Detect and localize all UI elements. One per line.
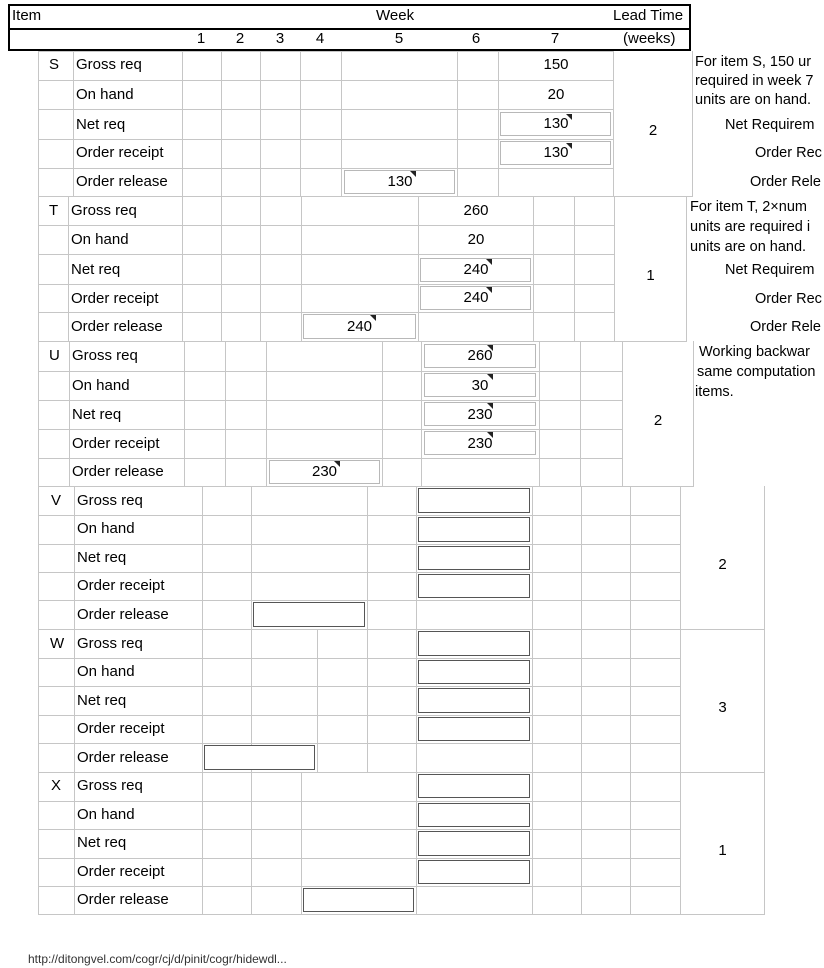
s-order-release-value: 130 <box>387 173 413 190</box>
v-gross-req-input[interactable] <box>418 488 530 513</box>
item-name-w: W <box>50 635 65 652</box>
row-label-on-hand: On hand <box>77 806 135 823</box>
row-label-gross-req: Gross req <box>71 202 137 219</box>
note-line: Order Rele <box>750 319 821 335</box>
s-lead-time: 2 <box>648 122 658 139</box>
row-label-order-receipt: Order receipt <box>77 577 165 594</box>
week-number: 5 <box>394 30 404 47</box>
u-gross-req-value: 260 <box>467 347 493 364</box>
u-net-req-value: 230 <box>467 406 493 423</box>
row-label-on-hand: On hand <box>72 377 130 394</box>
item-name-v: V <box>51 492 62 509</box>
note-line: required in week 7 <box>695 73 814 89</box>
row-label-order-receipt: Order receipt <box>77 863 165 880</box>
note-line: Order Rec <box>755 291 822 307</box>
row-label-net-req: Net req <box>77 692 127 709</box>
header-lead-time: Lead Time <box>613 7 684 24</box>
row-label-gross-req: Gross req <box>72 347 138 364</box>
u-on-hand-value: 30 <box>471 377 489 394</box>
row-label-on-hand: On hand <box>77 520 135 537</box>
row-label-net-req: Net req <box>72 406 122 423</box>
row-label-on-hand: On hand <box>76 86 134 103</box>
week-number: 1 <box>196 30 206 47</box>
t-on-hand-value: 20 <box>467 231 485 248</box>
item-name-u: U <box>49 347 60 364</box>
x-gross-req-input[interactable] <box>418 774 530 798</box>
week-number: 3 <box>275 30 285 47</box>
v-on-hand-input[interactable] <box>418 517 530 542</box>
row-label-gross-req: Gross req <box>77 777 143 794</box>
x-on-hand-input[interactable] <box>418 803 530 827</box>
u-order-receipt-value: 230 <box>467 435 493 452</box>
s-net-req-value: 130 <box>543 115 569 132</box>
footer-url: http://ditongvel.com/cogr/cj/d/pinit/cogr/hidewdl... <box>28 952 287 966</box>
week-number: 4 <box>315 30 325 47</box>
row-label-order-receipt: Order receipt <box>72 435 160 452</box>
note-line: Net Requirem <box>725 262 815 278</box>
v-lead-time: 2 <box>718 556 727 573</box>
s-gross-req-value: 150 <box>543 56 569 73</box>
u-order-release-value: 230 <box>311 463 338 480</box>
s-on-hand-value: 20 <box>547 86 565 103</box>
note-line: Net Requirem <box>725 117 815 133</box>
t-order-release-value: 240 <box>346 318 373 335</box>
item-name-x: X <box>51 777 62 794</box>
item-name-t: T <box>49 202 59 219</box>
x-order-receipt-input[interactable] <box>418 860 530 884</box>
v-order-release-input[interactable] <box>253 602 365 627</box>
header-week: Week <box>376 7 415 24</box>
row-label-net-req: Net req <box>77 834 127 851</box>
note-line: For item S, 150 ur <box>695 54 812 70</box>
s-order-receipt-value: 130 <box>543 144 569 161</box>
week-number: 7 <box>550 30 560 47</box>
row-label-order-release: Order release <box>77 606 169 623</box>
w-order-receipt-input[interactable] <box>418 717 530 741</box>
note-line: Order Rec <box>755 145 822 161</box>
row-label-order-receipt: Order receipt <box>77 720 165 737</box>
x-order-release-input[interactable] <box>303 888 414 912</box>
row-label-order-release: Order release <box>77 749 169 766</box>
header-weeks-unit: (weeks) <box>623 30 676 47</box>
row-label-net-req: Net req <box>77 549 127 566</box>
note-line: items. <box>695 384 734 400</box>
w-net-req-input[interactable] <box>418 688 530 713</box>
week-number: 2 <box>235 30 245 47</box>
row-label-order-receipt: Order receipt <box>76 144 164 161</box>
w-order-release-input[interactable] <box>204 745 315 770</box>
row-label-order-receipt: Order receipt <box>71 290 159 307</box>
note-line: same computation <box>697 364 816 380</box>
week-number: 6 <box>471 30 481 47</box>
v-net-req-input[interactable] <box>418 546 530 570</box>
t-gross-req-value: 260 <box>463 202 489 219</box>
t-order-receipt-value: 240 <box>463 289 489 306</box>
header-item: Item <box>12 7 42 24</box>
note-line: units are on hand. <box>695 92 812 108</box>
t-net-req-value: 240 <box>463 261 489 278</box>
note-line: For item T, 2×num <box>690 199 807 215</box>
row-label-on-hand: On hand <box>71 231 129 248</box>
t-lead-time: 1 <box>646 267 655 284</box>
x-lead-time: 1 <box>718 842 727 859</box>
note-line: units are on hand. <box>690 239 807 255</box>
row-label-net-req: Net req <box>76 116 126 133</box>
row-label-gross-req: Gross req <box>76 56 142 73</box>
row-label-gross-req: Gross req <box>77 635 143 652</box>
v-order-receipt-input[interactable] <box>418 574 530 598</box>
w-gross-req-input[interactable] <box>418 631 530 656</box>
header-divider <box>8 28 691 30</box>
row-label-order-release: Order release <box>76 173 168 190</box>
w-on-hand-input[interactable] <box>418 660 530 684</box>
row-label-on-hand: On hand <box>77 663 135 680</box>
row-label-order-release: Order release <box>71 318 163 335</box>
note-line: Order Rele <box>750 174 821 190</box>
x-net-req-input[interactable] <box>418 831 530 856</box>
note-line: units are required i <box>690 219 811 235</box>
item-name-s: S <box>49 56 60 73</box>
note-line: Working backwar <box>699 344 810 360</box>
w-lead-time: 3 <box>718 699 727 716</box>
row-label-net-req: Net req <box>71 261 121 278</box>
row-label-order-release: Order release <box>72 463 164 480</box>
row-label-gross-req: Gross req <box>77 492 143 509</box>
u-lead-time: 2 <box>653 412 663 429</box>
row-label-order-release: Order release <box>77 891 169 908</box>
